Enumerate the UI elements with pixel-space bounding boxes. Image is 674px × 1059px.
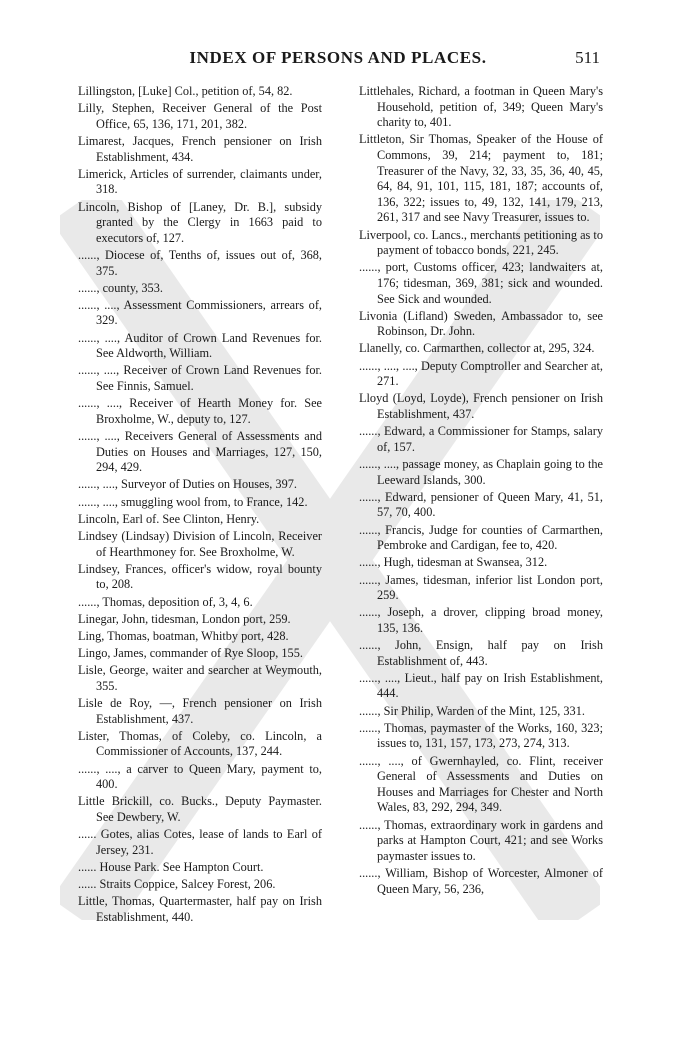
index-entry: ......, Thomas, deposition of, 3, 4, 6. <box>78 594 253 609</box>
index-entry: Llanelly, co. Carmarthen, collector at, 295, 324. <box>359 341 595 356</box>
index-entry: Little Brickill, co. Bucks., Deputy Paymaster. See Dewbery, W. <box>78 794 322 824</box>
index-entry: Lincoln, Earl of. See Clinton, Henry. <box>78 511 260 526</box>
index-entry: ......, ...., Receiver of Hearth Money for. See Broxholme, W., deputy to, 127. <box>78 396 322 426</box>
index-entry: Lilly, Stephen, Receiver General of the Post Office, 65, 136, 171, 201, 382. <box>78 101 322 131</box>
index-entry: Littleton, Sir Thomas, Speaker of the House of Commons, 39, 214; payment to, 181; Treasurer of the Navy, 32, 33, 35, 36, 40, 45, 64, 84, 91, 101, 115, 181, 187; accounts of, 136, 322; issues to, 49, 132, 141, 179, 213, 261, 317 and see Navy Treasurer, issues to. <box>359 132 603 225</box>
index-entry: Limarest, Jacques, French pensioner on Irish Establishment, 434. <box>78 133 322 164</box>
index-entry: Lindsey, Frances, officer's widow, royal bounty to, 208. <box>78 561 322 592</box>
index-entry: Lisle, George, waiter and searcher at Weymouth, 355. <box>78 663 322 693</box>
index-entry: Livonia (Lifland) Sweden, Ambassador to, see Robinson, Dr. John. <box>359 308 603 339</box>
index-entry: ......, John, Ensign, half pay on Irish Establishment of, 443. <box>359 638 603 668</box>
page-number: 511 <box>575 48 600 67</box>
right-column <box>359 84 603 899</box>
index-entry: ......, ...., of Gwernhayled, co. Flint, receiver General of Assessments and Duties on Houses and Marriages for Chester and North Wales, 83, 292, 294, 349. <box>359 753 603 815</box>
index-entry: ...... Straits Coppice, Salcey Forest, 206. <box>78 877 276 892</box>
index-entry: ......, Hugh, tidesman at Swansea, 312. <box>359 555 548 570</box>
index-entry: ......, Edward, pensioner of Queen Mary, 41, 51, 57, 70, 400. <box>359 489 603 520</box>
index-entry: Linegar, John, tidesman, London port, 259. <box>78 611 291 626</box>
index-entry: ......, ...., passage money, as Chaplain going to the Leeward Islands, 300. <box>359 457 603 487</box>
index-entry: Little, Thomas, Quartermaster, half pay on Irish Establishment, 440. <box>78 894 322 924</box>
index-entry: Lloyd (Loyd, Loyde), French pensioner on Irish Establishment, 437. <box>359 391 603 422</box>
index-entry: Lincoln, Bishop of [Laney, Dr. B.], subsidy granted by the Clergy in 1663 paid to executors of, 127. <box>78 199 322 245</box>
index-entry: ......, Thomas, extraordinary work in gardens and parks at Hampton Court, 421; and see Works paymaster issues to. <box>359 817 603 863</box>
index-entry: ......, port, Customs officer, 423; landwaiters at, 176; tidesman, 369, 381; sick and wounded. See Sick and wounded. <box>359 260 603 306</box>
index-entry: ......, ...., ...., Deputy Comptroller and Searcher at, 271. <box>359 358 603 389</box>
index-entry: ......, Diocese of, Tenths of, issues out of, 368, 375. <box>78 247 322 278</box>
index-entry: ...... Gotes, alias Cotes, lease of lands to Earl of Jersey, 231. <box>78 827 322 857</box>
index-entry: ......, Joseph, a drover, clipping broad money, 135, 136. <box>359 605 603 635</box>
index-entry: Lister, Thomas, of Coleby, co. Lincoln, a Commissioner of Accounts, 137, 244. <box>78 728 322 759</box>
index-entry: Lingo, James, commander of Rye Sloop, 155. <box>78 646 303 661</box>
index-entry: Lindsey (Lindsay) Division of Lincoln, Receiver of Hearthmoney for. See Broxholme, W. <box>78 528 322 559</box>
index-entry: ...... House Park. See Hampton Court. <box>78 859 264 874</box>
index-entry: ......, ...., Auditor of Crown Land Revenues for. See Aldworth, William. <box>78 330 322 361</box>
index-entry: ......, ...., Receivers General of Assessments and Duties on Houses and Marriages, 127, 150, 294, 429. <box>78 429 322 475</box>
index-entry: Liverpool, co. Lancs., merchants petitioning as to payment of tobacco bonds, 221, 245. <box>359 227 603 258</box>
index-entry: ......, ...., smuggling wool from, to France, 142. <box>78 494 308 509</box>
index-entry: ......, ...., a carver to Queen Mary, payment to, 400. <box>78 761 322 792</box>
index-entry: Ling, Thomas, boatman, Whitby port, 428. <box>78 628 289 643</box>
index-entry: ......, county, 353. <box>78 280 163 295</box>
index-entry: ......, Thomas, paymaster of the Works, 160, 323; issues to, 131, 157, 173, 273, 274, 313. <box>359 720 603 751</box>
index-entry: Lisle de Roy, —, French pensioner on Irish Establishment, 437. <box>78 696 322 726</box>
index-entry: Lillingston, [Luke] Col., petition of, 54, 82. <box>78 84 293 98</box>
index-entry: ......, ...., Assessment Commissioners, arrears of, 329. <box>78 297 322 328</box>
index-entry: ......, William, Bishop of Worcester, Almoner of Queen Mary, 56, 236, <box>359 865 603 896</box>
index-entry: ......, James, tidesman, inferior list London port, 259. <box>359 572 603 603</box>
index-entry: ......, ...., Receiver of Crown Land Revenues for. See Finnis, Samuel. <box>78 363 322 394</box>
left-column <box>78 84 322 927</box>
index-entry: ......, Francis, Judge for counties of Carmarthen, Pembroke and Cardigan, fee to, 420. <box>359 522 603 553</box>
page-title: INDEX OF PERSONS AND PLACES. <box>189 48 487 67</box>
index-entry: ......, Sir Philip, Warden of the Mint, 125, 331. <box>359 703 585 718</box>
index-entry: ......, ...., Lieut., half pay on Irish Establishment, 444. <box>359 670 603 701</box>
index-entry: Littlehales, Richard, a footman in Queen Mary's Household, petition of, 349; Queen Mary's charity to, 401. <box>359 84 603 130</box>
index-entry: Limerick, Articles of surrender, claimants under, 318. <box>78 166 322 197</box>
index-entry: ......, ...., Surveyor of Duties on Houses, 397. <box>78 477 297 492</box>
index-entry: ......, Edward, a Commissioner for Stamps, salary of, 157. <box>359 424 603 454</box>
running-header <box>76 48 600 72</box>
